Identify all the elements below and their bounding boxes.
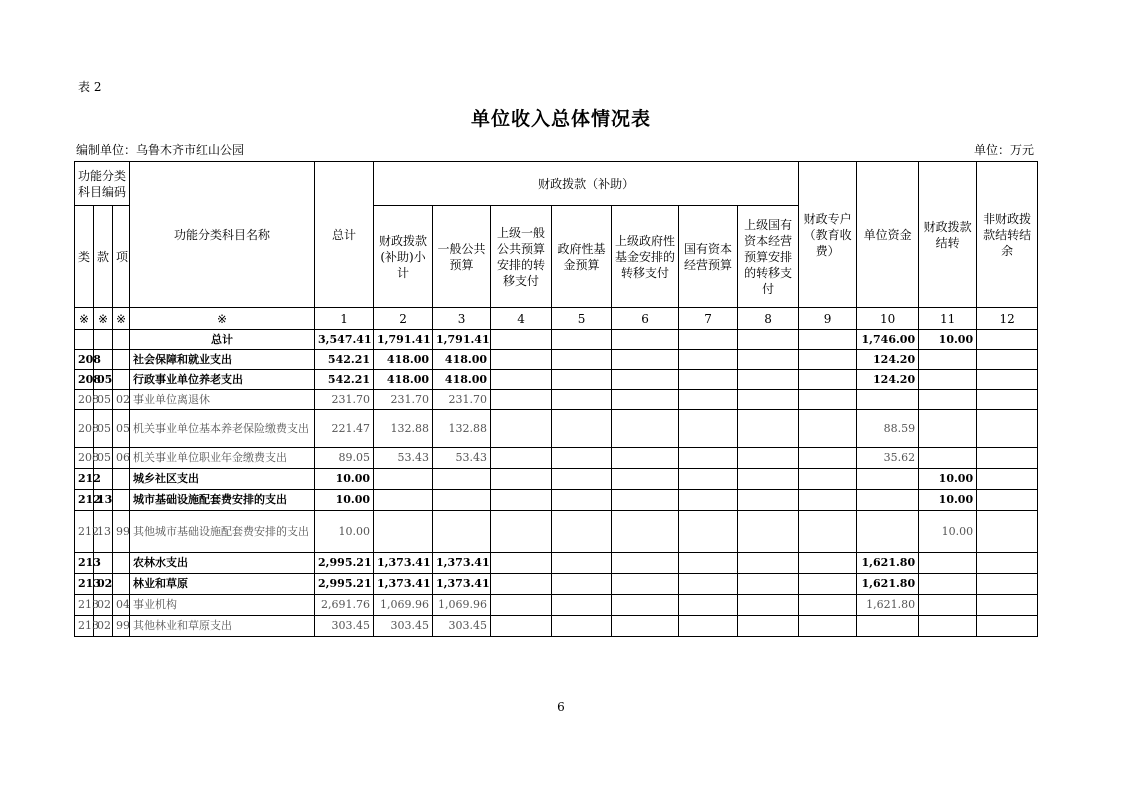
col-number: 8 [738,308,799,330]
cell-empty [738,616,799,637]
cell-fiscal-subtotal [374,490,433,511]
cell-lei: 212 [75,469,94,490]
cell-fiscal-subtotal: 1,791.41 [374,330,433,350]
cell-empty [799,616,857,637]
cell-empty [491,490,552,511]
cell-empty [679,574,738,595]
cell-empty [738,448,799,469]
unit-label: 单位：万元 [973,143,1034,157]
cell-empty [491,469,552,490]
cell-empty [612,448,679,469]
col-number: 3 [433,308,491,330]
cell-empty [552,490,612,511]
cell-empty [738,390,799,410]
cell-empty [491,390,552,410]
cell-empty [738,595,799,616]
cell-total: 10.00 [315,490,374,511]
cell-carryover: 10.00 [919,469,977,490]
table-row [75,595,1038,616]
cell-xiang [113,553,130,574]
cell-empty [799,469,857,490]
col-number: ※ [75,308,94,330]
cell-empty [552,350,612,370]
cell-empty [679,469,738,490]
cell-empty [612,616,679,637]
col-number: ※ [113,308,130,330]
header-lei: 类 [75,206,94,308]
header-xiang: 项 [113,206,130,308]
cell-total: 2,995.21 [315,553,374,574]
cell-empty [612,574,679,595]
cell-empty [552,410,612,448]
cell-kuan: 02 [94,595,113,616]
col-number: 5 [552,308,612,330]
header-func-name: 功能分类科目名称 [130,162,315,308]
cell-empty [977,448,1038,469]
cell-empty [491,350,552,370]
cell-empty [679,490,738,511]
cell-unit-funds [857,490,919,511]
cell-empty [552,370,612,390]
cell-empty [612,490,679,511]
cell-general-budget: 1,069.96 [433,595,491,616]
cell-fiscal-subtotal: 1,373.41 [374,553,433,574]
cell-empty [552,553,612,574]
cell-general-budget [433,469,491,490]
cell-general-budget: 231.70 [433,390,491,410]
cell-empty [738,469,799,490]
cell-fiscal-subtotal: 303.45 [374,616,433,637]
cell-empty [799,390,857,410]
col-number: 7 [679,308,738,330]
cell-unit-funds: 1,621.80 [857,553,919,574]
cell-carryover: 10.00 [919,330,977,350]
cell-empty [679,595,738,616]
cell-empty [491,330,552,350]
col-number: 2 [374,308,433,330]
cell-carryover [919,448,977,469]
header-carryover: 财政拨款结转 [919,162,977,308]
cell-empty [612,511,679,553]
cell-xiang [113,330,130,350]
table-row [75,390,1038,410]
cell-empty [738,553,799,574]
cell-fiscal-subtotal [374,469,433,490]
cell-total: 303.45 [315,616,374,637]
cell-empty [977,350,1038,370]
income-table [74,161,1038,637]
cell-empty [799,553,857,574]
table-row [75,330,1038,350]
cell-xiang: 99 [113,511,130,553]
cell-empty [612,390,679,410]
cell-unit-funds [857,390,919,410]
cell-empty [679,511,738,553]
cell-total: 231.70 [315,390,374,410]
col-number: 9 [799,308,857,330]
cell-empty [977,330,1038,350]
col-number: 10 [857,308,919,330]
cell-name: 城市基础设施配套费安排的支出 [130,490,315,511]
cell-empty [612,350,679,370]
cell-empty [977,469,1038,490]
cell-lei: 212 [75,490,94,511]
page-number: 6 [557,700,565,714]
cell-unit-funds [857,511,919,553]
cell-empty [977,574,1038,595]
header-kuan: 款 [94,206,113,308]
cell-xiang [113,350,130,370]
cell-general-budget: 53.43 [433,448,491,469]
cell-name: 事业单位离退休 [130,390,315,410]
cell-empty [799,595,857,616]
cell-kuan: 05 [94,390,113,410]
header-transfer-capital: 上级国有资本经营预算安排的转移支付 [738,206,799,308]
header-general-budget: 一般公共预算 [433,206,491,308]
cell-empty [679,390,738,410]
cell-carryover: 10.00 [919,511,977,553]
cell-kuan: 05 [94,410,113,448]
cell-carryover: 10.00 [919,490,977,511]
cell-kuan: 05 [94,370,113,390]
cell-empty [977,410,1038,448]
cell-empty [552,616,612,637]
cell-empty [612,370,679,390]
cell-fiscal-subtotal: 53.43 [374,448,433,469]
cell-carryover [919,553,977,574]
cell-total: 542.21 [315,350,374,370]
cell-total: 89.05 [315,448,374,469]
cell-xiang [113,370,130,390]
cell-xiang [113,574,130,595]
cell-lei: 208 [75,410,94,448]
page-title: 单位收入总体情况表 [470,108,651,130]
header-total: 总计 [315,162,374,308]
header-unit-funds: 单位资金 [857,162,919,308]
cell-fiscal-subtotal: 231.70 [374,390,433,410]
cell-empty [679,350,738,370]
cell-empty [679,448,738,469]
cell-fiscal-subtotal: 418.00 [374,370,433,390]
cell-empty [738,350,799,370]
cell-name: 机关事业单位职业年金缴费支出 [130,448,315,469]
table-row [75,448,1038,469]
col-number: 1 [315,308,374,330]
table-row [75,410,1038,448]
table-row [75,574,1038,595]
cell-lei: 213 [75,616,94,637]
cell-general-budget: 418.00 [433,350,491,370]
cell-empty [977,490,1038,511]
cell-name: 机关事业单位基本养老保险缴费支出 [130,410,315,448]
cell-carryover [919,410,977,448]
cell-empty [491,448,552,469]
cell-xiang [113,490,130,511]
column-number-row [75,308,1038,330]
cell-empty [977,616,1038,637]
cell-total: 10.00 [315,511,374,553]
cell-carryover [919,370,977,390]
cell-empty [491,553,552,574]
cell-lei: 213 [75,574,94,595]
cell-empty [679,410,738,448]
col-number: ※ [130,308,315,330]
cell-lei: 208 [75,370,94,390]
cell-unit-funds [857,469,919,490]
cell-carryover [919,350,977,370]
cell-name: 总计 [130,330,315,350]
cell-total: 10.00 [315,469,374,490]
cell-general-budget [433,511,491,553]
cell-kuan [94,330,113,350]
cell-empty [491,595,552,616]
cell-total: 3,547.41 [315,330,374,350]
cell-unit-funds: 124.20 [857,370,919,390]
organization-label: 编制单位：乌鲁木齐市红山公园 [76,143,245,157]
cell-empty [552,330,612,350]
header-fiscal-special: 财政专户（教育收费） [799,162,857,308]
cell-total: 542.21 [315,370,374,390]
col-number: ※ [94,308,113,330]
cell-name: 城乡社区支出 [130,469,315,490]
header-func-code: 功能分类科目编码 [75,162,130,206]
cell-empty [491,616,552,637]
cell-kuan: 02 [94,616,113,637]
cell-unit-funds: 88.59 [857,410,919,448]
table-row [75,490,1038,511]
cell-name: 其他城市基础设施配套费安排的支出 [130,511,315,553]
cell-empty [552,448,612,469]
cell-empty [977,595,1038,616]
cell-fiscal-subtotal: 1,373.41 [374,574,433,595]
cell-kuan: 05 [94,448,113,469]
cell-kuan: 02 [94,574,113,595]
cell-general-budget: 1,791.41 [433,330,491,350]
cell-carryover [919,616,977,637]
cell-name: 行政事业单位养老支出 [130,370,315,390]
cell-carryover [919,574,977,595]
header-gov-fund: 政府性基金预算 [552,206,612,308]
cell-empty [977,553,1038,574]
cell-empty [738,330,799,350]
cell-empty [738,370,799,390]
cell-empty [552,511,612,553]
col-number: 4 [491,308,552,330]
cell-empty [679,616,738,637]
cell-empty [491,511,552,553]
cell-general-budget: 1,373.41 [433,553,491,574]
col-number: 6 [612,308,679,330]
cell-xiang: 06 [113,448,130,469]
cell-unit-funds [857,616,919,637]
header-state-capital: 国有资本经营预算 [679,206,738,308]
cell-empty [491,574,552,595]
header-transfer-fund: 上级政府性基金安排的转移支付 [612,206,679,308]
cell-name: 事业机构 [130,595,315,616]
cell-lei: 208 [75,448,94,469]
cell-empty [738,574,799,595]
cell-name: 林业和草原 [130,574,315,595]
cell-fiscal-subtotal: 1,069.96 [374,595,433,616]
header-non-fiscal: 非财政拨款结转结余 [977,162,1038,308]
cell-empty [799,350,857,370]
col-number: 11 [919,308,977,330]
table-row [75,553,1038,574]
cell-xiang: 02 [113,390,130,410]
cell-unit-funds: 35.62 [857,448,919,469]
cell-kuan: 13 [94,490,113,511]
cell-general-budget: 418.00 [433,370,491,390]
cell-empty [612,553,679,574]
cell-empty [612,469,679,490]
cell-general-budget: 132.88 [433,410,491,448]
cell-empty [552,595,612,616]
header-transfer-general: 上级一般公共预算安排的转移支付 [491,206,552,308]
cell-carryover [919,390,977,410]
cell-lei: 213 [75,553,94,574]
col-number: 12 [977,308,1038,330]
cell-xiang [113,469,130,490]
cell-empty [612,410,679,448]
cell-total: 2,691.76 [315,595,374,616]
cell-empty [612,330,679,350]
cell-general-budget [433,490,491,511]
cell-empty [799,370,857,390]
cell-kuan: 13 [94,511,113,553]
cell-empty [799,410,857,448]
table-number: 表 2 [78,80,102,94]
table-row [75,469,1038,490]
cell-general-budget: 303.45 [433,616,491,637]
cell-total: 221.47 [315,410,374,448]
cell-empty [491,410,552,448]
cell-empty [799,448,857,469]
cell-xiang: 05 [113,410,130,448]
cell-carryover [919,595,977,616]
cell-unit-funds: 1,621.80 [857,574,919,595]
cell-fiscal-subtotal [374,511,433,553]
cell-empty [799,330,857,350]
cell-lei: 208 [75,350,94,370]
cell-fiscal-subtotal: 132.88 [374,410,433,448]
cell-empty [799,574,857,595]
cell-fiscal-subtotal: 418.00 [374,350,433,370]
cell-empty [552,469,612,490]
table-row [75,350,1038,370]
cell-empty [977,511,1038,553]
cell-unit-funds: 124.20 [857,350,919,370]
cell-empty [977,390,1038,410]
cell-empty [552,574,612,595]
header-fiscal-subtotal: 财政拨款(补助)小计 [374,206,433,308]
cell-unit-funds: 1,621.80 [857,595,919,616]
table-row [75,370,1038,390]
cell-xiang: 99 [113,616,130,637]
cell-empty [799,511,857,553]
cell-name: 社会保障和就业支出 [130,350,315,370]
cell-empty [679,330,738,350]
cell-lei [75,330,94,350]
cell-name: 农林水支出 [130,553,315,574]
cell-unit-funds: 1,746.00 [857,330,919,350]
cell-general-budget: 1,373.41 [433,574,491,595]
cell-empty [977,370,1038,390]
cell-empty [491,370,552,390]
cell-name: 其他林业和草原支出 [130,616,315,637]
cell-empty [799,490,857,511]
table-row [75,616,1038,637]
cell-lei: 212 [75,511,94,553]
cell-empty [552,390,612,410]
cell-empty [738,490,799,511]
cell-empty [612,595,679,616]
header-fiscal-group: 财政拨款（补助） [374,162,799,206]
cell-lei: 208 [75,390,94,410]
table-row [75,511,1038,553]
cell-empty [679,553,738,574]
cell-empty [679,370,738,390]
cell-xiang: 04 [113,595,130,616]
cell-empty [738,511,799,553]
cell-empty [738,410,799,448]
cell-lei: 213 [75,595,94,616]
cell-total: 2,995.21 [315,574,374,595]
